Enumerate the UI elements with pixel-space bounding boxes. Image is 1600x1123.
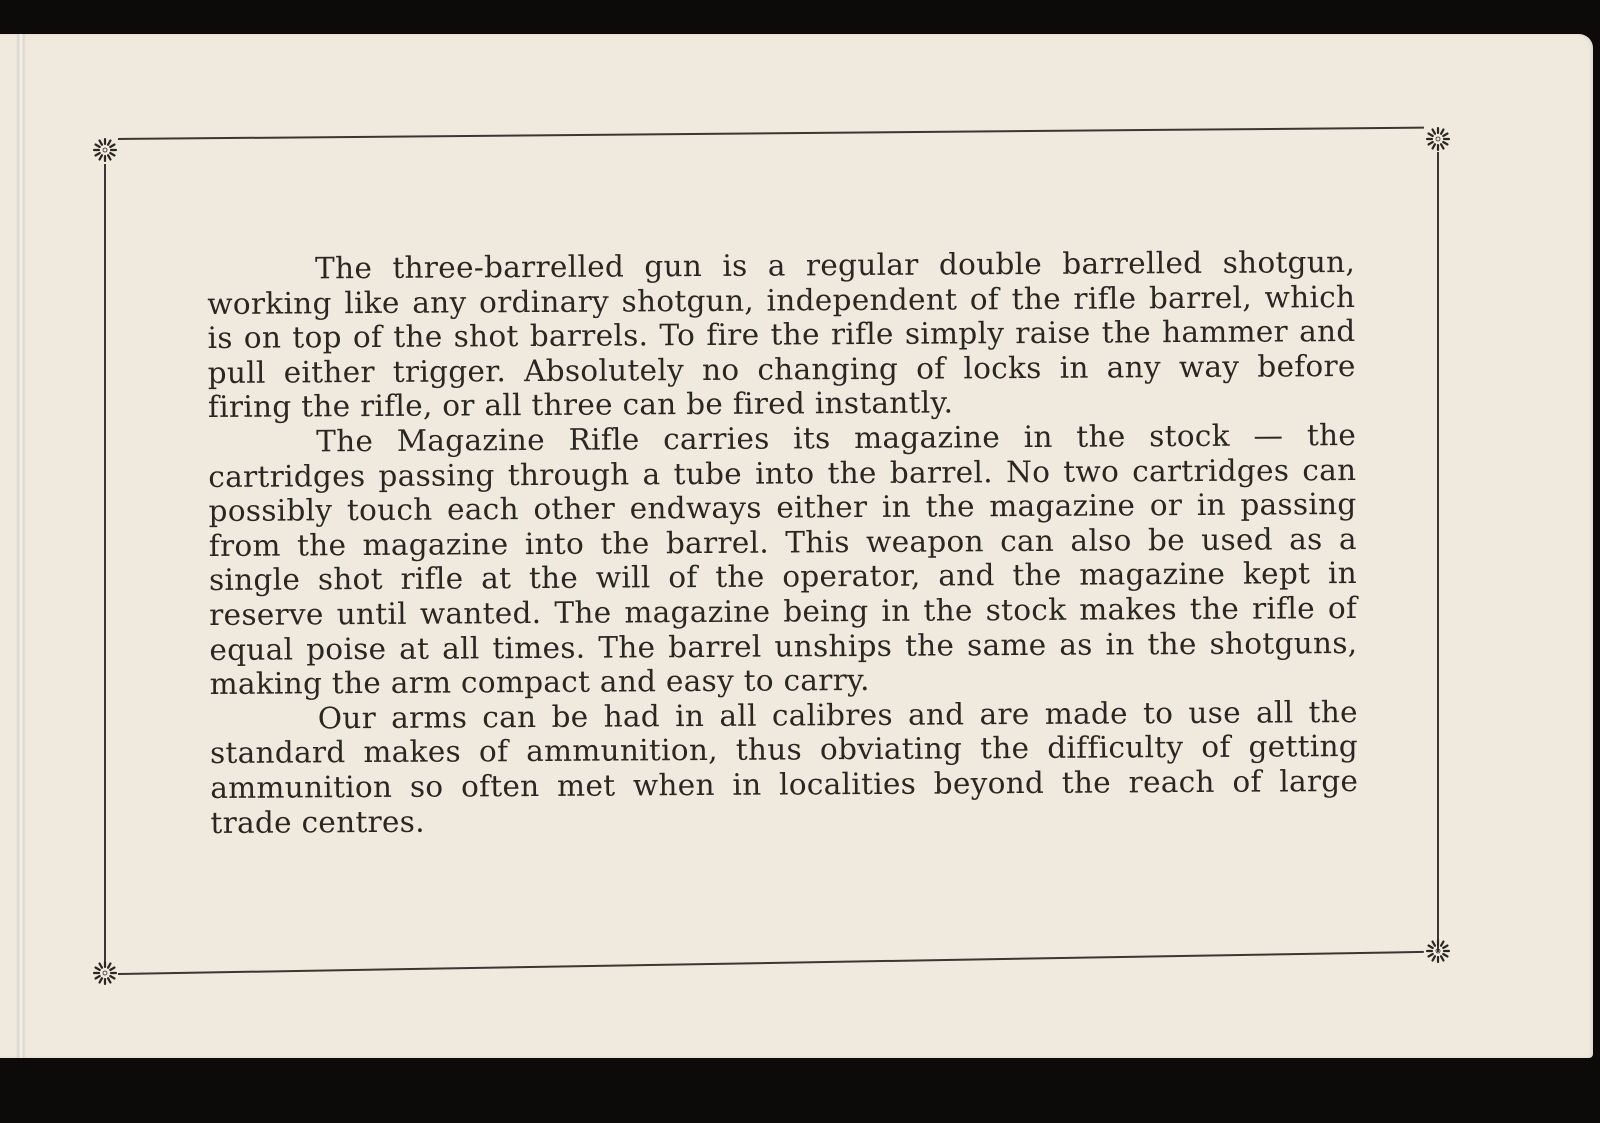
body-text [207,245,1359,840]
frame-border-bottom [118,951,1424,975]
frame-border-right [1437,152,1439,952]
paragraph-calibres: Our arms can be had in all calibres and are made to use all the standard makes of ammunition, thus obviating the difficulty of getting ammunition so often met when in localities beyond the reach of large trade centres. [209,694,1359,840]
rosette-icon [92,137,118,163]
document-page [0,34,1593,1058]
frame-border-left [104,164,106,964]
rosette-icon [1425,126,1451,152]
frame-border-top [118,127,1424,140]
rosette-icon [92,960,118,986]
rosette-icon [1425,938,1451,964]
paragraph-three-barrelled-gun: The three-barrelled gun is a regular double barrelled shotgun, working like any ordinary shotgun, independent of the rifle barrel, which is on top of the shot barrels. To fire the rifle simply raise the hammer and pull either trigger. Absolutely no changing of locks in any way before firing the rifle, or all three can be fired instantly. [207,244,1356,425]
paragraph-magazine-rifle: The Magazine Rifle carries its magazine in the stock — the cartridges passing through a tube into the barrel. No two cartridges can possibly touch each other endways either in the magazine or in passing from the magazine into the barrel. This weapon can also be used as a single shot rifle at the will of the operator, and the magazine kept in reserve until wanted. The magazine being in the stock makes the rifle of equal poise at all times. The barrel unships the same as in the shotguns, making the arm compact and easy to carry. [208,417,1358,702]
